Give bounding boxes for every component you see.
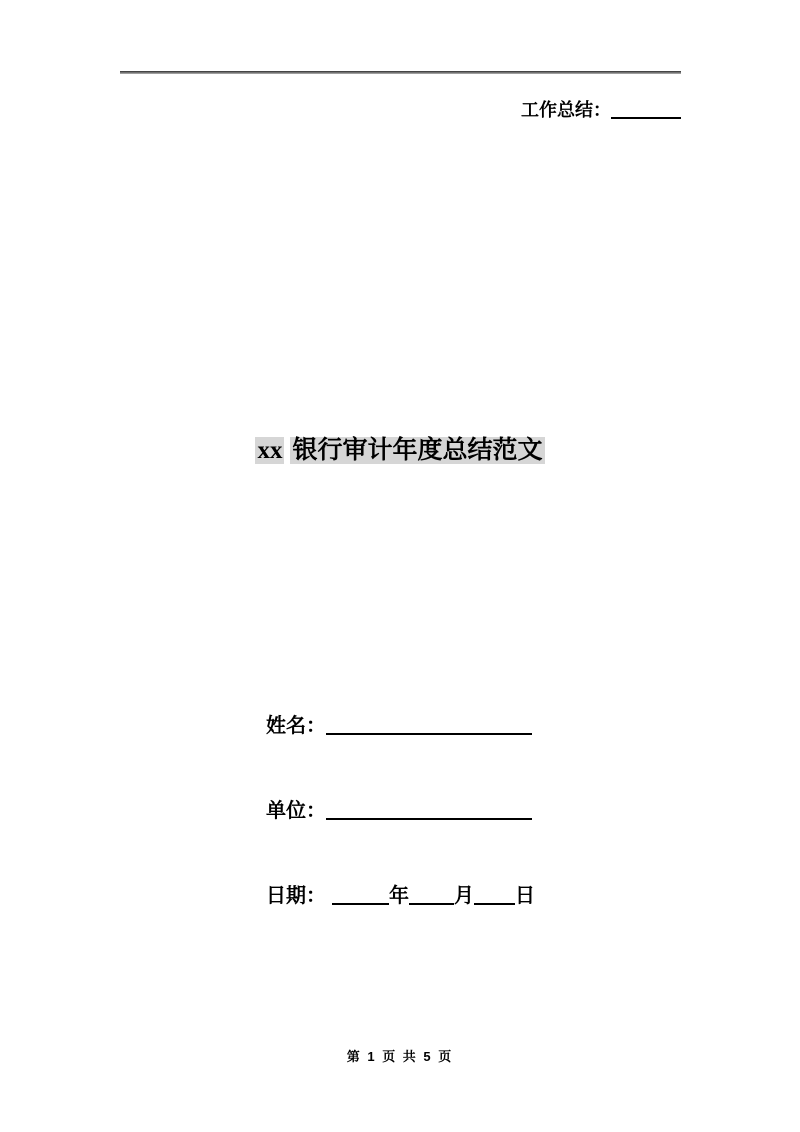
date-month-label: 月 [454,885,474,907]
date-month-blank-line [409,885,454,905]
date-row [266,879,535,908]
date-year-label: 年 [389,885,409,907]
unit-blank-line [326,800,532,820]
date-day-label: 日 [515,885,535,907]
title-text: 银行审计年度总结范文 [292,437,543,464]
page-number-footer: 第 1 页 共 5 页 [346,1049,454,1064]
date-year-blank-line [332,885,389,905]
header [521,96,681,122]
name-blank-line [326,715,532,735]
name-label: 姓名： [266,715,326,737]
header-blank-line [611,101,681,119]
header-divider-rule [120,71,681,74]
unit-row [266,794,532,823]
name-row [266,709,532,738]
header-label: 工作总结： [521,100,611,120]
title-prefix: xx [257,437,283,464]
document-title [0,433,800,468]
date-day-blank-line [474,885,515,905]
unit-label: 单位： [266,800,326,822]
date-label: 日期： [266,885,326,907]
